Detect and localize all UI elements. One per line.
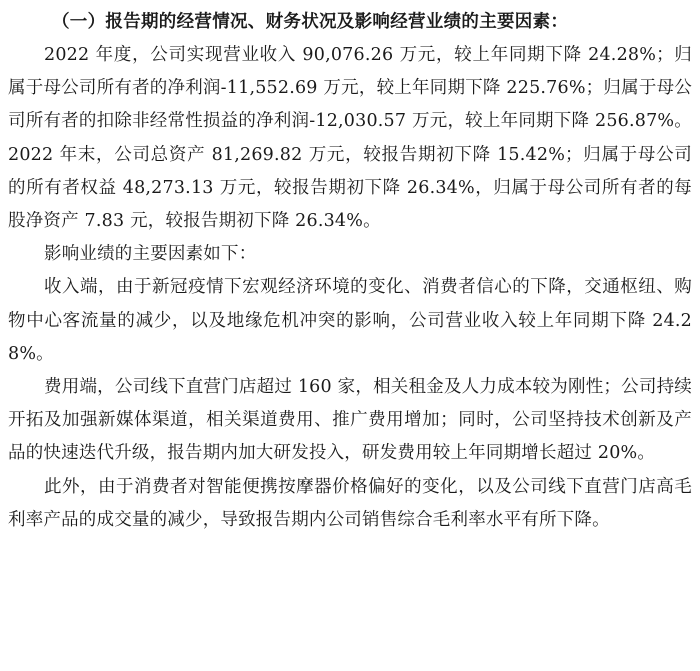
paragraph-revenue-side: 收入端，由于新冠疫情下宏观经济环境的变化、消费者信心的下降，交通枢纽、购物中心客流量的减少，以及地缘危机冲突的影响，公司营业收入较上年同期下降 24.28%。 [8,277,692,364]
paragraph-cost-side: 费用端，公司线下直营门店超过 160 家，相关租金及人力成本较为刚性；公司持续开拓及加强新媒体渠道，相关渠道费用、推广费用增加；同时，公司坚持技术创新及产品的快速迭代升级，报告期内加大研发投入，研发费用较上年同期增长超过 20%。 [8,377,692,464]
section-heading: （一）报告期的经营情况、财务状况及影响经营业绩的主要因素： [52,12,569,32]
paragraph-gross-margin: 此外，由于消费者对智能便携按摩器价格偏好的变化，以及公司线下直营门店高毛利率产品的成交量的减少，导致报告期内公司销售综合毛利率水平有所下降。 [8,476,692,530]
paragraph-factors-intro: 影响业绩的主要因素如下： [44,244,257,265]
paragraph-financial-summary: 2022 年度，公司实现营业收入 90,076.26 万元，较上年同期下降 24.28%；归属于母公司所有者的净利润-11,552.69 万元，较上年同期下降 225.76%；归属于母公司所有者的扣除非经常性损益的净利润-12,030.57 万元，较上年同期下降 256.87%。2022 年末，公司总资产 81,269.82 万元，较报告期初下降 15.42%；归属于母公司的所有者权益 48,273.13 万元，较报告期初下降 26.34%，归属于母公司所有者的每股净资产 7.83 元，较报告期初下降 26.34%。 [8,45,692,232]
